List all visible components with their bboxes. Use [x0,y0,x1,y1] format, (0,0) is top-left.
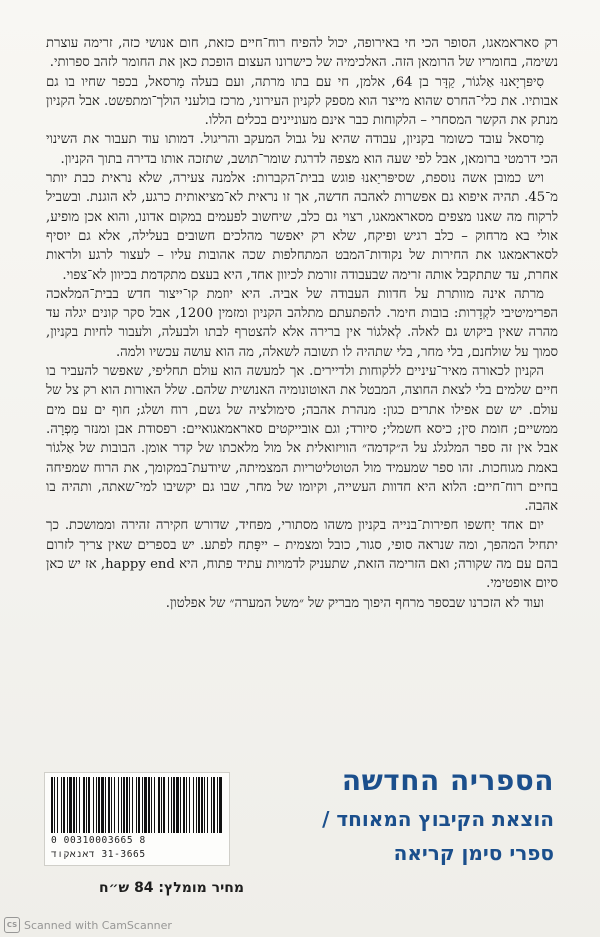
barcode-bar [161,777,162,833]
barcode-bar [132,777,133,833]
barcode-bar [129,777,130,833]
blurb-text [46,34,558,613]
barcode-bar [207,777,208,833]
barcode-bar [73,777,75,833]
barcode-bar [173,777,175,833]
barcode-bar [183,777,185,833]
barcode-bar [88,777,90,833]
barcode-bar [204,777,205,833]
barcode-bar [51,777,53,833]
scanner-watermark [4,916,172,934]
barcode-bar [126,777,128,833]
blurb-paragraph-8: ועוד לא הזכרנו שבספר מרחף היפוך מבריק של ״משל המערה״ של אפלטון. [165,595,544,611]
barcode-bar [196,777,197,833]
publisher-name: הוצאת הקיבוץ המאוחד / [322,807,554,831]
barcode-bar [121,777,122,833]
barcode-bar [111,777,112,833]
barcode-bar [79,777,80,833]
blurb-paragraph-6: הקניון לכאורה מאיר־עיניים ללקוחות ולדיירים. אך למעשה הוא עולם תחליפי, שאפשר להעביר בו חיים שלמים בלי לצאת החוצה, המבטל את האוטונומיה האנושית שלהם. שלל האורות הוא רק צל של עולם. יש שם אפילו אתרים כגון: מנהרת אהבה; סימולציה של גשם, רוח ושלג; חוף ים עם מים ממשיים; חומת סין; כיסא חשמלי; סיורד; וגם אובייקטים סאראמאגואיים: רפסודת אבן ומנזר מַפְרָה. אבל אין זה ספר המלגלג על ה״קדמה״ הוויזואלית אל מול מלאכתו של קדר אומן. הבובות של אַלגוֹר באמת מגוחכות. זהו ספר שמעמיד מול הטוטליטריות המצמיתה, שיודעת־במקומך, את הרוח שמפיחה בחיים רוח־חיים: הלוא היא חדוות העשייה, וקיומו של מחר, שבו גם יקשיבו למי־שאתה, ותהיה בו אהבה. [46,364,558,515]
barcode-bar [101,777,104,833]
barcode-bar [83,777,85,833]
barcode-bar [219,777,222,833]
barcode-bar [136,777,137,833]
barcode-bar [213,777,215,833]
barcode-bar [168,777,169,833]
barcode-bar [154,777,155,833]
barcode-number: 0 00310003665 8 [51,835,146,846]
publisher-imprint [304,764,554,868]
barcode-bar [54,777,55,833]
barcode-bar [176,777,179,833]
barcode-bars [51,777,223,833]
barcode-bar [193,777,194,833]
barcode-bar [76,777,77,833]
blurb-paragraph-2: סִיפּרְיָאנוּ אַלגוֹר, קַדָּר בן 64, אלמן, חי עם בתו מרתה, ועם בעלה מַרסאל, בכפר שחיו בו גם אבותיו. את כלי־החרס שהוא מייצר הוא מספק לקניון העירוני, מרכז בולעני הולך־ומתפשט. אבל הקניון מנתק את הקשר המסחרי – הלקוחות כבר אינם מעוניינים בכלים הללו. [46,74,558,129]
barcode-bar [57,777,58,833]
camscanner-logo: CS [4,917,20,933]
blurb-paragraph-5: מרתה אינה מוותרת על חדוות העבודה של אביה. היא יוזמת קו־ייצור חדש בבית־המלאכה הפרימיטיבי לקְדָרות: בובות חימר. להפתעתם מתלהב הקניון ומזמין 1200, אבל סקר קונים יגלה עד מהרה שאין ביקוש גם לאלה. לְאלגוֹר אין ברירה אלא להצטרף לבתו ולבעלה, ולעבור לחיות בקניון, סמוך על שולחנם, בלי מחר, בלי שתהיה לו תשובה לשאלה, מה הוא עושה עכשיו ולמה. [46,286,558,360]
barcode-bar [96,777,97,833]
barcode-bar [98,777,100,833]
barcode [44,772,230,866]
barcode-bar [151,777,152,833]
scanner-text: Scanned with CamScanner [24,918,172,932]
barcode-bar [118,777,119,833]
barcode-bar [114,777,115,833]
barcode-bar [108,777,110,833]
barcode-bar [138,777,140,833]
barcode-bar [198,777,200,833]
barcode-bar [171,777,172,833]
barcode-bar [201,777,203,833]
barcode-bar [144,777,147,833]
blurb-paragraph-4: ויש כמובן אשה נוספת, שסיפּריַאנוּ פוגש בבית־הקברות: אלמנה צעירה, שלא נראית כבת יותר מ־45. תהיה איפוא גם אפשרות לאהבה חדשה, אך זו נראית לא־מציאותית כרגע, לא הוגנת. ובשביל לרקוח מה שאנו מצפים מסאראמאגו, רצוי גם כלב, שיחשוב לפעמים במקום אדונו, והוא אכן מופיע, אולי בא מרחוק – כלב רגיש ופיקח, שלא רק יאפשר מהלכים חשובים בעלילה, אלא גם יוסיף לסאראמאגו את החירות של נקודות־המבט המתחלפות שכה אהובות עליו – לעצור לרגע ולראות אחרת, עד שתתקבל אותה זרימה שבעבודה זורמת לכיוון אחד, היא בעצם מתקדמת בכיוון לא־צפוי. [46,171,558,283]
barcode-catalog-number: 31-3665 דאנאקוד [51,849,146,860]
barcode-bar [180,777,181,833]
barcode-bar [189,777,190,833]
barcode-bar [123,777,125,833]
barcode-bar [186,777,187,833]
barcode-bar [61,777,62,833]
blurb-paragraph-3: מַרסאל עובד כשומר בקניון, עבודה שהיא על גבול המעקב והריגול. דמותו עוד תעבור את השינוי הכי דרמטי ברומאן, אבל לפי שעה הוא מצפה לדרגת שומר־תושב, שתזכה אותו בדירה בתוך הקניון. [46,132,558,167]
barcode-bar [69,777,72,833]
barcode-bar [148,777,150,833]
barcode-bar [67,777,68,833]
blurb-paragraph-1: רק סאראמאגו, הסופר הכי חי באירופה, יכול להפיח רוח־חיים כזאת, חום אנושי כזה, זרימה עוצרת נשימה, בחומריו של הרומאן הזה. האלכימיה של כישרונו העצום הופכת כאן את החומר לזהב ספרותי. [46,36,558,71]
barcode-bar [63,777,65,833]
blurb-paragraph-7: יום אחד יַחשפו חפירות־בנייה בקניון משהו מסתורי, מפחיד, שדורש חקירה זהירה וממושכת. כך יתחיל המהפך, ומה שנראה סופי, סגור, כובל ומצמית – ייפָּתח לפתע. יש בספרים שאין צריך לזרום בהם עם מה שקורה; ואם הזרימה הזאת, שתעניק לדמויות עתיד פתוח, היא happy end, אז יש כאן סיום אופטימי. [46,518,558,592]
barcode-bar [86,777,87,833]
barcode-bar [211,777,212,833]
price-label: מחיר מומלץ: 84 ש״ח [99,880,244,896]
series-title: הספריה החדשה [341,764,554,797]
barcode-bar [217,777,218,833]
barcode-bar [93,777,94,833]
collection-name: ספרי סימן קריאה [393,841,554,865]
barcode-bar [158,777,160,833]
barcode-bar [163,777,165,833]
barcode-bar [142,777,143,833]
barcode-bar [105,777,106,833]
